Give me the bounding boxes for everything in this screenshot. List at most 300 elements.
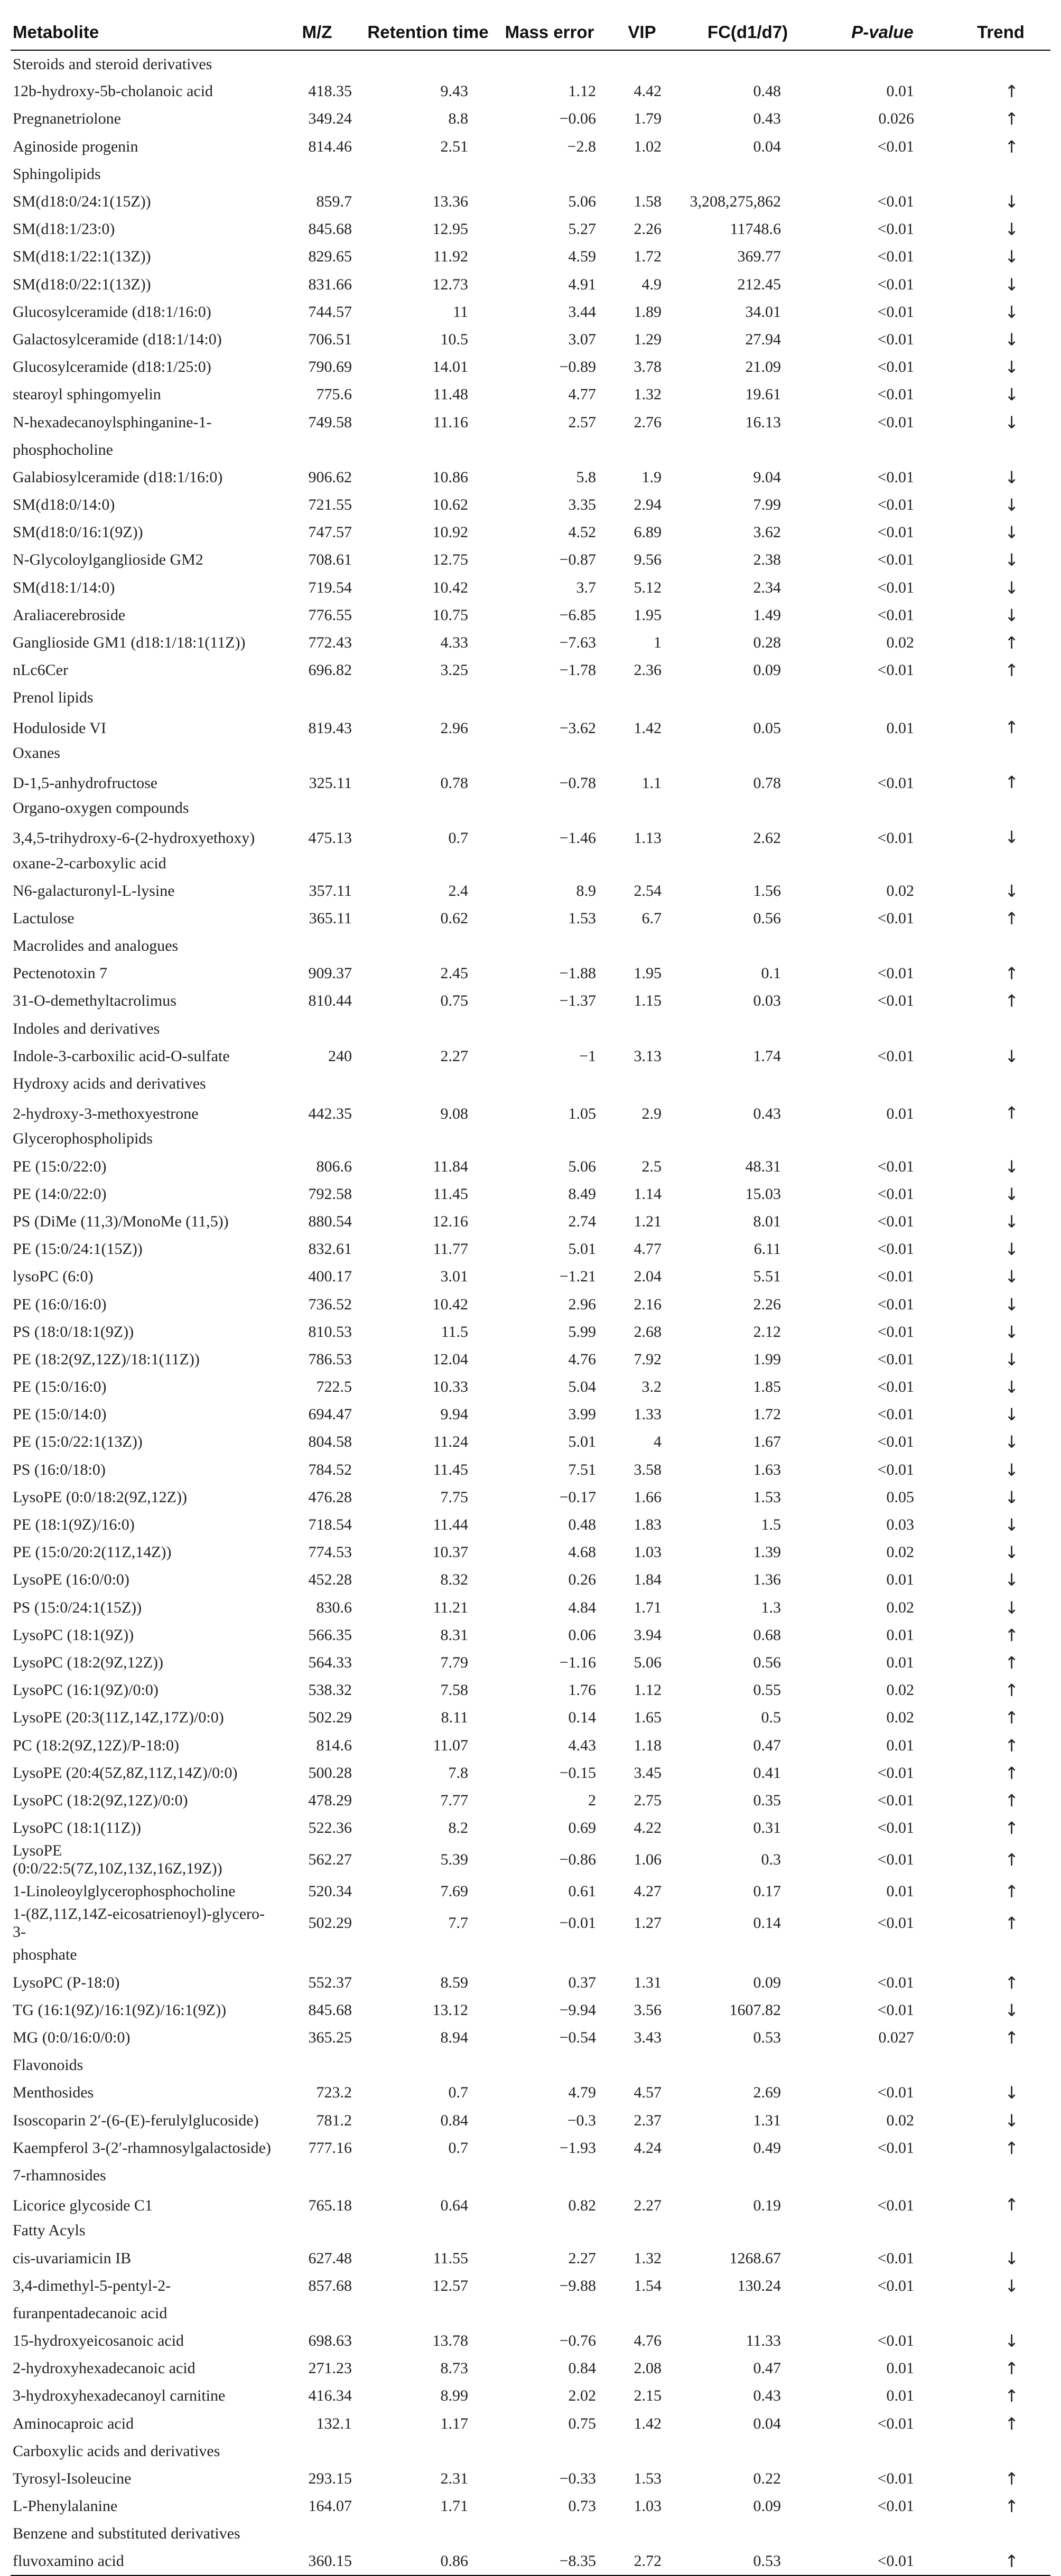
retention-time-cell: 10.86 bbox=[432, 468, 468, 486]
trend-arrow: ↓ bbox=[1004, 605, 1019, 625]
p-value-cell: <0.01 bbox=[877, 964, 914, 982]
retention-time-cell: 8.59 bbox=[440, 1973, 468, 1991]
p-value-cell: <0.01 bbox=[877, 248, 914, 266]
p-value-cell: 0.02 bbox=[886, 1681, 914, 1699]
retention-time-cell: 7.75 bbox=[440, 1488, 468, 1506]
p-value-cell: <0.01 bbox=[877, 2139, 914, 2157]
mz-cell: 786.53 bbox=[308, 1350, 352, 1368]
mass-error-cell: −9.94 bbox=[559, 2001, 596, 2019]
p-value-cell: <0.01 bbox=[877, 909, 914, 927]
p-value-cell: <0.01 bbox=[877, 551, 914, 569]
metabolite-name: 3,4-dimethyl-5-pentyl-2- bbox=[13, 2277, 171, 2294]
vip-cell: 1.27 bbox=[634, 1914, 662, 1932]
mz-cell: 845.68 bbox=[308, 2001, 352, 2019]
metabolite-name: LysoPC (18:1(9Z)) bbox=[13, 1626, 134, 1644]
p-value-cell: 0.027 bbox=[878, 2029, 914, 2047]
mz-cell: 452.28 bbox=[308, 1571, 352, 1589]
table-row bbox=[11, 491, 1050, 519]
mz-cell: 522.36 bbox=[308, 1819, 352, 1837]
metabolite-name: Licorice glycoside C1 bbox=[13, 2197, 153, 2215]
vip-cell: 1.66 bbox=[634, 1488, 662, 1506]
fc-cell: 2.69 bbox=[753, 2084, 781, 2102]
metabolite-name: PE (14:0/22:0) bbox=[13, 1185, 107, 1203]
metabolite-name: PE (15:0/22:1(13Z)) bbox=[13, 1433, 143, 1451]
mass-error-cell: 0.26 bbox=[568, 1571, 596, 1589]
mz-cell: 792.58 bbox=[308, 1185, 352, 1203]
mass-error-cell: 4.77 bbox=[568, 386, 596, 404]
table-row bbox=[11, 105, 1050, 133]
mass-error-cell: 5.04 bbox=[568, 1378, 596, 1396]
p-value-cell: <0.01 bbox=[877, 661, 914, 679]
vip-cell bbox=[602, 1941, 682, 1969]
p-value-cell: <0.01 bbox=[877, 1819, 914, 1837]
vip-cell: 1.71 bbox=[634, 1598, 662, 1616]
trend-arrow: ↓ bbox=[1004, 385, 1019, 405]
trend-arrow: ↓ bbox=[1004, 1239, 1019, 1260]
retention-time-cell: 10.42 bbox=[432, 1295, 468, 1313]
p-value-cell: 0.01 bbox=[886, 719, 914, 737]
retention-time-cell: 12.04 bbox=[432, 1350, 468, 1368]
retention-time-cell: 11.84 bbox=[433, 1157, 468, 1175]
mass-error-cell: −1.78 bbox=[559, 661, 596, 679]
mass-error-cell: 8.9 bbox=[576, 882, 596, 900]
p-value-cell: <0.01 bbox=[877, 1764, 914, 1782]
table-row bbox=[11, 1905, 1050, 1941]
p-value-cell: <0.01 bbox=[877, 1791, 914, 1809]
p-value-cell: 0.01 bbox=[886, 1626, 914, 1644]
fc-cell: 16.13 bbox=[745, 413, 781, 431]
retention-time-cell: 0.78 bbox=[440, 774, 468, 792]
metabolite-name: L-Phenylalanine bbox=[13, 2497, 118, 2515]
mz-cell: 475.13 bbox=[308, 829, 352, 847]
table-row bbox=[11, 1997, 1050, 2024]
mz-cell: 562.27 bbox=[308, 1851, 352, 1869]
mz-cell: 349.24 bbox=[308, 110, 352, 128]
p-value-cell: 0.01 bbox=[886, 2387, 914, 2405]
mass-error-cell: 0.06 bbox=[568, 1626, 596, 1644]
vip-cell: 2.26 bbox=[634, 220, 662, 238]
vip-cell: 2.68 bbox=[634, 1323, 662, 1341]
table-row bbox=[11, 2024, 1050, 2052]
vip-cell: 4.27 bbox=[634, 1882, 662, 1900]
mass-error-cell: −0.15 bbox=[559, 1764, 596, 1782]
trend-arrow: ↓ bbox=[1004, 274, 1019, 295]
table-row bbox=[11, 1566, 1050, 1594]
fc-cell: 15.03 bbox=[745, 1185, 781, 1203]
trend-arrow: ↑ bbox=[1004, 2195, 1019, 2215]
fc-cell: 2.62 bbox=[753, 829, 781, 847]
mass-error-cell: −1.46 bbox=[559, 829, 596, 847]
metabolite-name: PS (18:0/18:1(9Z)) bbox=[13, 1323, 134, 1341]
p-value-cell bbox=[814, 436, 951, 464]
trend-arrow: ↑ bbox=[1004, 1680, 1019, 1701]
mass-error-cell: 1.05 bbox=[568, 1105, 596, 1123]
mass-error-cell: 4.84 bbox=[568, 1598, 596, 1616]
retention-time-cell: 11.48 bbox=[433, 386, 468, 404]
vip-cell: 2.04 bbox=[634, 1268, 662, 1286]
trend-arrow: ↑ bbox=[1004, 2028, 1019, 2048]
trend-arrow: ↑ bbox=[1004, 1103, 1019, 1123]
trend-arrow: ↓ bbox=[1004, 880, 1019, 901]
fc-cell: 0.49 bbox=[753, 2139, 781, 2157]
trend-arrow: ↓ bbox=[1004, 2275, 1019, 2296]
table-row bbox=[11, 602, 1050, 629]
table-row bbox=[11, 987, 1050, 1015]
vip-cell: 2.5 bbox=[641, 1157, 662, 1175]
vip-cell: 1.06 bbox=[634, 1851, 662, 1869]
trend-arrow: ↓ bbox=[1004, 357, 1019, 378]
mass-error-cell: −7.63 bbox=[559, 634, 596, 652]
table-row bbox=[11, 1043, 1050, 1070]
mass-error-cell: 2.27 bbox=[568, 2249, 596, 2267]
mz-cell: 627.48 bbox=[308, 2249, 352, 2267]
mz-cell: 538.32 bbox=[308, 1681, 352, 1699]
p-value-cell: <0.01 bbox=[877, 2470, 914, 2488]
header-trend: Trend bbox=[951, 15, 1050, 50]
trend-arrow: ↑ bbox=[1004, 2413, 1019, 2434]
p-value-cell: <0.01 bbox=[877, 468, 914, 486]
vip-cell: 3.56 bbox=[634, 2001, 662, 2019]
fc-cell: 0.41 bbox=[753, 1764, 781, 1782]
retention-time-cell: 12.75 bbox=[432, 551, 468, 569]
table-row bbox=[11, 849, 1050, 877]
category-label: Steroids and steroid derivatives bbox=[13, 55, 212, 73]
table-row bbox=[11, 1263, 1050, 1290]
metabolite-name: PE (15:0/20:2(11Z,14Z)) bbox=[13, 1543, 172, 1561]
category-label: Carboxylic acids and derivatives bbox=[13, 2442, 220, 2460]
fc-cell: 0.5 bbox=[761, 1709, 781, 1727]
mass-error-cell: 0.82 bbox=[568, 2197, 596, 2215]
p-value-cell: <0.01 bbox=[877, 1851, 914, 1869]
p-value-cell bbox=[814, 2162, 951, 2189]
p-value-cell: 0.01 bbox=[886, 1882, 914, 1900]
trend-arrow: ↓ bbox=[1004, 495, 1019, 516]
trend-arrow: ↓ bbox=[1004, 1046, 1019, 1066]
vip-cell: 2.16 bbox=[634, 1295, 662, 1313]
fc-cell: 0.28 bbox=[753, 634, 781, 652]
mass-error-cell: 4.68 bbox=[568, 1543, 596, 1561]
fc-cell: 0.09 bbox=[753, 661, 781, 679]
table-row bbox=[11, 2107, 1050, 2134]
vip-cell bbox=[602, 436, 682, 464]
header-retention-time: Retention time bbox=[359, 15, 497, 50]
mass-error-cell: 5.8 bbox=[576, 468, 596, 486]
p-value-cell: <0.01 bbox=[877, 220, 914, 238]
mz-cell: 325.11 bbox=[309, 774, 352, 792]
mass-error-cell: 2.74 bbox=[568, 1212, 596, 1230]
vip-cell: 5.12 bbox=[634, 578, 662, 596]
fc-cell: 0.3 bbox=[761, 1851, 781, 1869]
fc-cell: 0.53 bbox=[682, 2548, 814, 2575]
retention-time-cell: 13.78 bbox=[432, 2332, 468, 2350]
category-row bbox=[11, 794, 1050, 822]
table-row bbox=[11, 519, 1050, 546]
header-vip: VIP bbox=[602, 15, 682, 50]
trend-arrow: ↓ bbox=[1004, 2331, 1019, 2352]
category-label: Oxanes bbox=[13, 744, 60, 762]
table-row bbox=[11, 1181, 1050, 1208]
table-row bbox=[11, 905, 1050, 932]
retention-time-cell: 2.27 bbox=[440, 1047, 468, 1065]
fc-cell: 1.99 bbox=[753, 1350, 781, 1368]
trend-arrow: ↑ bbox=[1004, 1972, 1019, 1993]
category-label: Sphingolipids bbox=[13, 165, 101, 183]
vip-cell: 1.9 bbox=[641, 468, 662, 486]
mz-cell: 360.15 bbox=[275, 2548, 359, 2575]
trend-arrow: ↓ bbox=[1004, 1294, 1019, 1315]
metabolite-name: oxane-2-carboxylic acid bbox=[13, 854, 166, 872]
table-row bbox=[11, 2327, 1050, 2355]
retention-time-cell: 8.94 bbox=[440, 2029, 468, 2047]
trend-arrow: ↓ bbox=[1004, 302, 1019, 322]
mass-error-cell: −6.85 bbox=[559, 606, 596, 624]
mz-cell: 132.1 bbox=[316, 2414, 352, 2432]
metabolite-name: Hoduloside VI bbox=[13, 719, 106, 737]
fc-cell: 1.72 bbox=[753, 1406, 781, 1423]
metabolite-name: Tyrosyl-Isoleucine bbox=[13, 2470, 132, 2488]
metabolite-name: LysoPE (0:0/22:5(7Z,10Z,13Z,16Z,19Z)) bbox=[13, 1842, 222, 1878]
vip-cell: 1.83 bbox=[634, 1516, 662, 1534]
mass-error-cell: −0.76 bbox=[559, 2332, 596, 2350]
trend-arrow: ↓ bbox=[1004, 522, 1019, 543]
table-row bbox=[11, 1878, 1050, 1905]
metabolite-name: PE (15:0/24:1(15Z)) bbox=[13, 1240, 143, 1258]
p-value-cell: <0.01 bbox=[877, 992, 914, 1010]
p-value-cell: <0.01 bbox=[877, 137, 914, 155]
retention-time-cell: 11.21 bbox=[433, 1598, 468, 1616]
fc-cell bbox=[682, 849, 814, 877]
trend-arrow: ↓ bbox=[1004, 1487, 1019, 1507]
vip-cell: 2.76 bbox=[634, 413, 662, 431]
trend-arrow: ↑ bbox=[1004, 81, 1019, 102]
vip-cell: 2.37 bbox=[634, 2111, 662, 2129]
vip-cell: 1.95 bbox=[634, 964, 662, 982]
metabolite-name: Galabiosylceramide (d18:1/16:0) bbox=[13, 468, 223, 486]
trend-arrow: ↓ bbox=[1004, 827, 1019, 848]
trend-arrow: ↓ bbox=[1004, 1377, 1019, 1398]
table-row bbox=[11, 1153, 1050, 1181]
trend-arrow: ↑ bbox=[1004, 1881, 1019, 1902]
mass-error-cell: 0.61 bbox=[568, 1882, 596, 1900]
table-row bbox=[11, 2493, 1050, 2520]
metabolite-name: Lactulose bbox=[13, 909, 75, 927]
mz-cell: 830.6 bbox=[316, 1598, 352, 1616]
trend-arrow: ↑ bbox=[1004, 2386, 1019, 2406]
fc-cell: 9.04 bbox=[753, 468, 781, 486]
p-value-cell: 0.02 bbox=[886, 2111, 914, 2129]
vip-cell: 3.78 bbox=[634, 358, 662, 376]
trend-arrow bbox=[951, 849, 1050, 877]
retention-time-cell: 8.31 bbox=[440, 1626, 468, 1644]
retention-time-cell: 0.86 bbox=[359, 2548, 497, 2575]
vip-cell: 3.94 bbox=[634, 1626, 662, 1644]
mz-cell: 909.37 bbox=[308, 964, 352, 982]
metabolite-name: Pregnanetriolone bbox=[13, 110, 121, 128]
metabolite-name: Kaempferol 3-(2′-rhamnosylgalactoside) bbox=[13, 2139, 271, 2157]
vip-cell: 2.15 bbox=[634, 2387, 662, 2405]
p-value-cell: <0.01 bbox=[877, 578, 914, 596]
trend-arrow: ↑ bbox=[1004, 2138, 1019, 2158]
p-value-cell: <0.01 bbox=[877, 330, 914, 348]
fc-cell: 1268.67 bbox=[729, 2249, 781, 2267]
fc-cell: 0.78 bbox=[753, 774, 781, 792]
retention-time-cell bbox=[359, 849, 497, 877]
mass-error-cell: −1.88 bbox=[559, 964, 596, 982]
table-row bbox=[11, 464, 1050, 491]
mz-cell: 418.35 bbox=[308, 82, 352, 100]
retention-time-cell: 11.07 bbox=[433, 1736, 468, 1754]
mz-cell: 365.25 bbox=[308, 2029, 352, 2047]
retention-time-cell: 8.11 bbox=[441, 1709, 468, 1727]
p-value-cell: <0.01 bbox=[877, 774, 914, 792]
mass-error-cell bbox=[497, 436, 602, 464]
vip-cell: 1.53 bbox=[634, 2470, 662, 2488]
p-value-cell: <0.01 bbox=[877, 1295, 914, 1313]
category-row bbox=[11, 2520, 1050, 2547]
retention-time-cell: 11.77 bbox=[433, 1240, 468, 1258]
category-label: Macrolides and analogues bbox=[13, 937, 179, 955]
mass-error-cell: 3.07 bbox=[568, 330, 596, 348]
mz-cell bbox=[275, 2300, 359, 2327]
retention-time-cell: 0.64 bbox=[440, 2197, 468, 2215]
mz-cell: 819.43 bbox=[308, 719, 352, 737]
vip-cell: 1.58 bbox=[634, 193, 662, 211]
retention-time-cell: 0.7 bbox=[448, 2084, 468, 2102]
trend-arrow: ↓ bbox=[1004, 2110, 1019, 2131]
trend-arrow: ↑ bbox=[1004, 1850, 1019, 1870]
mass-error-cell: 4.59 bbox=[568, 248, 596, 266]
category-row bbox=[11, 684, 1050, 711]
metabolite-name: 3-hydroxyhexadecanoyl carnitine bbox=[13, 2387, 226, 2405]
mass-error-cell: −0.17 bbox=[559, 1488, 596, 1506]
mz-cell: 400.17 bbox=[308, 1268, 352, 1286]
mass-error-cell: −1.16 bbox=[559, 1653, 596, 1671]
retention-time-cell: 2.96 bbox=[440, 719, 468, 737]
p-value-cell: <0.01 bbox=[877, 2084, 914, 2102]
trend-arrow: ↑ bbox=[1004, 1708, 1019, 1728]
retention-time-cell: 7.8 bbox=[448, 1764, 468, 1782]
metabolite-name: fluvoxamino acid bbox=[11, 2548, 275, 2575]
header-mz: M/Z bbox=[275, 15, 359, 50]
trend-arrow: ↑ bbox=[1004, 1763, 1019, 1783]
fc-cell: 19.61 bbox=[745, 386, 781, 404]
retention-time-cell: 4.33 bbox=[440, 634, 468, 652]
metabolite-name: SM(d18:0/24:1(15Z)) bbox=[13, 193, 151, 211]
table-row bbox=[11, 436, 1050, 464]
vip-cell: 1.54 bbox=[634, 2277, 662, 2294]
metabolite-name: LysoPE (16:0/0:0) bbox=[13, 1571, 129, 1589]
retention-time-cell: 12.73 bbox=[432, 275, 468, 293]
mz-cell: 721.55 bbox=[308, 496, 352, 514]
mz-cell: 706.51 bbox=[308, 330, 352, 348]
metabolite-name: LysoPE (20:3(11Z,14Z,17Z)/0:0) bbox=[13, 1709, 224, 1727]
fc-cell bbox=[682, 2162, 814, 2189]
mass-error-cell: 1.12 bbox=[568, 82, 596, 100]
category-row bbox=[11, 161, 1050, 188]
fc-cell: 0.43 bbox=[753, 1105, 781, 1123]
mz-cell: 880.54 bbox=[308, 1212, 352, 1230]
vip-cell: 1.1 bbox=[641, 774, 662, 792]
header-p-value-label: P-value bbox=[851, 22, 914, 42]
p-value-cell: <0.01 bbox=[877, 496, 914, 514]
fc-cell: 1.5 bbox=[761, 1516, 781, 1534]
vip-cell: 6.7 bbox=[641, 909, 662, 927]
vip-cell: 1.02 bbox=[634, 137, 662, 155]
mass-error-cell: 5.99 bbox=[568, 1323, 596, 1341]
retention-time-cell: 11.55 bbox=[433, 2249, 468, 2267]
fc-cell: 0.53 bbox=[753, 2029, 781, 2047]
fc-cell: 1607.82 bbox=[729, 2001, 781, 2019]
metabolite-name: PE (15:0/14:0) bbox=[13, 1406, 107, 1423]
category-label: Hydroxy acids and derivatives bbox=[13, 1075, 206, 1093]
fc-cell: 1.56 bbox=[753, 882, 781, 900]
table-row bbox=[11, 1098, 1050, 1125]
table-row bbox=[11, 1842, 1050, 1878]
mass-error-cell: 0.84 bbox=[568, 2359, 596, 2377]
table-row bbox=[11, 1428, 1050, 1456]
table-row bbox=[11, 1594, 1050, 1622]
vip-cell: 5.06 bbox=[634, 1653, 662, 1671]
p-value-cell: <0.01 bbox=[877, 2332, 914, 2350]
vip-cell: 1.84 bbox=[634, 1571, 662, 1589]
p-value-cell: <0.01 bbox=[877, 1157, 914, 1175]
mz-cell: 240 bbox=[328, 1047, 352, 1065]
trend-arrow bbox=[951, 2300, 1050, 2327]
trend-arrow bbox=[951, 436, 1050, 464]
mz-cell: 722.5 bbox=[316, 1378, 352, 1396]
fc-cell: 1.39 bbox=[753, 1543, 781, 1561]
retention-time-cell: 14.01 bbox=[432, 358, 468, 376]
fc-cell: 0.48 bbox=[753, 82, 781, 100]
mass-error-cell: 0.37 bbox=[568, 1973, 596, 1991]
trend-arrow: ↓ bbox=[1004, 1459, 1019, 1480]
table-row bbox=[11, 822, 1050, 849]
retention-time-cell: 8.73 bbox=[440, 2359, 468, 2377]
metabolite-name: N6-galacturonyl-L-lysine bbox=[13, 882, 175, 900]
fc-cell: 0.35 bbox=[753, 1791, 781, 1809]
fc-cell: 0.43 bbox=[753, 110, 781, 128]
mass-error-cell: 5.06 bbox=[568, 193, 596, 211]
p-value-cell: 0.01 bbox=[886, 82, 914, 100]
mz-cell: 845.68 bbox=[308, 220, 352, 238]
trend-arrow: ↓ bbox=[1004, 247, 1019, 267]
metabolite-name: Araliacerebroside bbox=[13, 606, 126, 624]
mz-cell: 723.2 bbox=[316, 2084, 352, 2102]
p-value-cell: <0.01 bbox=[877, 1185, 914, 1203]
mz-cell: 765.18 bbox=[308, 2197, 352, 2215]
retention-time-cell: 2.51 bbox=[440, 137, 468, 155]
fc-cell: 0.55 bbox=[753, 1681, 781, 1699]
table-row bbox=[11, 1484, 1050, 1511]
fc-cell bbox=[682, 2300, 814, 2327]
p-value-cell: <0.01 bbox=[877, 2001, 914, 2019]
retention-time-cell: 1.17 bbox=[440, 2414, 468, 2432]
p-value-cell: <0.01 bbox=[877, 1406, 914, 1423]
table-row bbox=[11, 1969, 1050, 1997]
vip-cell: 6.89 bbox=[634, 523, 662, 541]
table-row bbox=[11, 1290, 1050, 1318]
fc-cell bbox=[682, 1941, 814, 1969]
mz-cell: 696.82 bbox=[308, 661, 352, 679]
fc-cell: 0.47 bbox=[753, 1736, 781, 1754]
mass-error-cell: 0.48 bbox=[568, 1516, 596, 1534]
mz-cell: 906.62 bbox=[308, 468, 352, 486]
mz-cell: 810.44 bbox=[308, 992, 352, 1010]
trend-arrow: ↓ bbox=[1004, 1184, 1019, 1204]
header-p-value bbox=[814, 15, 951, 50]
mass-error-cell: 3.44 bbox=[568, 303, 596, 321]
retention-time-cell bbox=[359, 1941, 497, 1969]
